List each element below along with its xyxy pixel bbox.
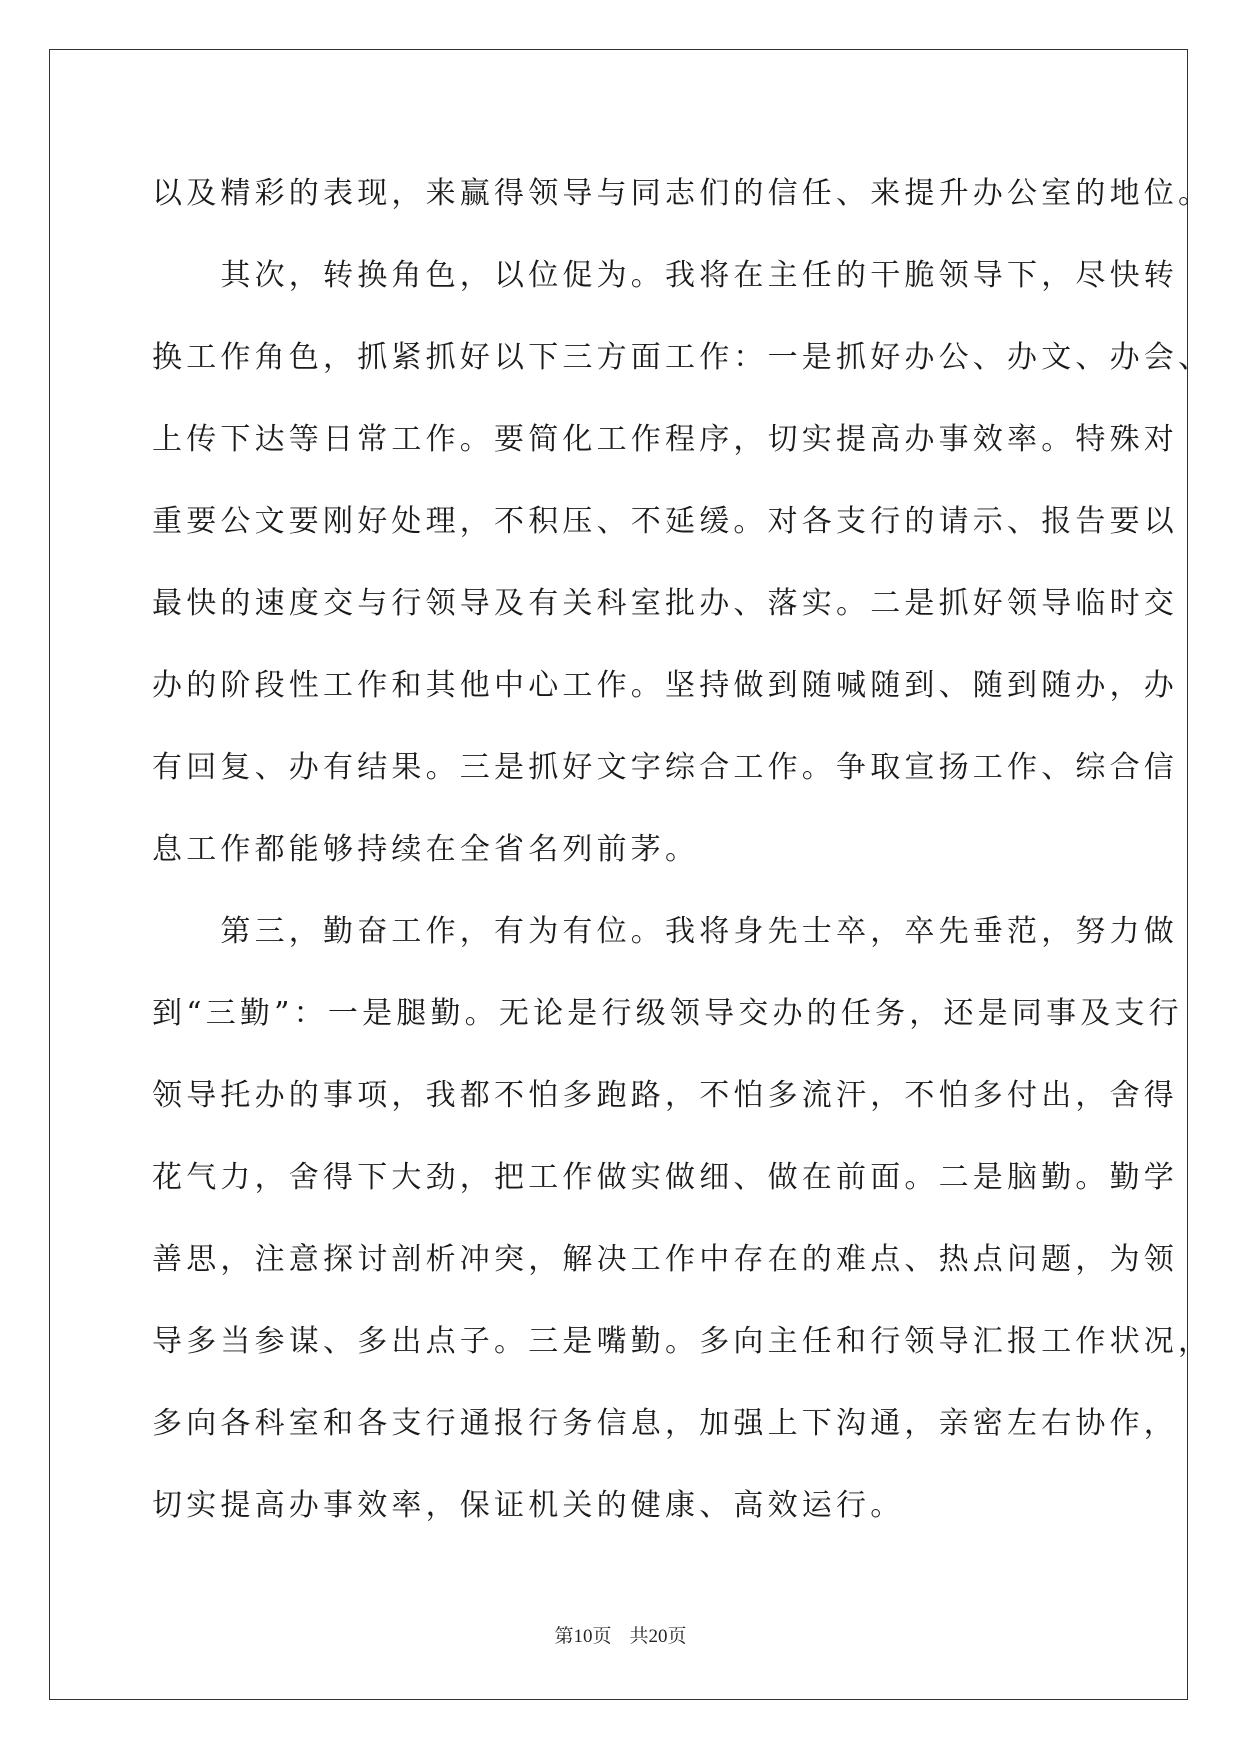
text-line: 第三，勤奋工作，有为有位。我将身先士卒，卒先垂范，努力做: [152, 914, 1178, 949]
text-line: 领导托办的事项，我都不怕多跑路，不怕多流汗，不怕多付出，舍得: [152, 1078, 1178, 1113]
text-line: 换工作角色，抓紧抓好以下三方面工作：一是抓好办公、办文、办会、: [152, 340, 1213, 375]
text-line: 上传下达等日常工作。要简化工作程序，切实提高办事效率。特殊对: [152, 422, 1178, 457]
document-body: [152, 153, 1213, 1547]
text-line: 花气力，舍得下大劲，把工作做实做细、做在前面。二是脑勤。勤学: [152, 1160, 1178, 1195]
page-total: 共20页: [629, 1626, 687, 1647]
text-line: 导多当参谋、多出点子。三是嘴勤。多向主任和行领导汇报工作状况，: [152, 1324, 1213, 1359]
text-line: 其次，转换角色，以位促为。我将在主任的干脆领导下，尽快转: [152, 258, 1178, 293]
page-footer: [0, 1621, 1241, 1648]
text-line: 重要公文要刚好处理，不积压、不延缓。对各支行的请示、报告要以: [152, 504, 1178, 539]
text-line: 到“三勤”：一是腿勤。无论是行级领导交办的任务，还是同事及支行: [152, 996, 1183, 1031]
text-line: 切实提高办事效率，保证机关的健康、高效运行。: [152, 1488, 905, 1523]
text-line: 以及精彩的表现，来赢得领导与同志们的信任、来提升办公室的地位。: [152, 176, 1213, 211]
page-number: 第10页: [554, 1626, 612, 1647]
text-line: 办的阶段性工作和其他中心工作。坚持做到随喊随到、随到随办，办: [152, 668, 1178, 703]
text-line: 有回复、办有结果。三是抓好文字综合工作。争取宣扬工作、综合信: [152, 750, 1178, 785]
text-line: 善思，注意探讨剖析冲突，解决工作中存在的难点、热点问题，为领: [152, 1242, 1178, 1277]
text-line: 最快的速度交与行领导及有关科室批办、落实。二是抓好领导临时交: [152, 586, 1178, 621]
text-line: 息工作都能够持续在全省名列前茅。: [152, 832, 700, 867]
text-line: 多向各科室和各支行通报行务信息，加强上下沟通，亲密左右协作，: [152, 1406, 1178, 1441]
